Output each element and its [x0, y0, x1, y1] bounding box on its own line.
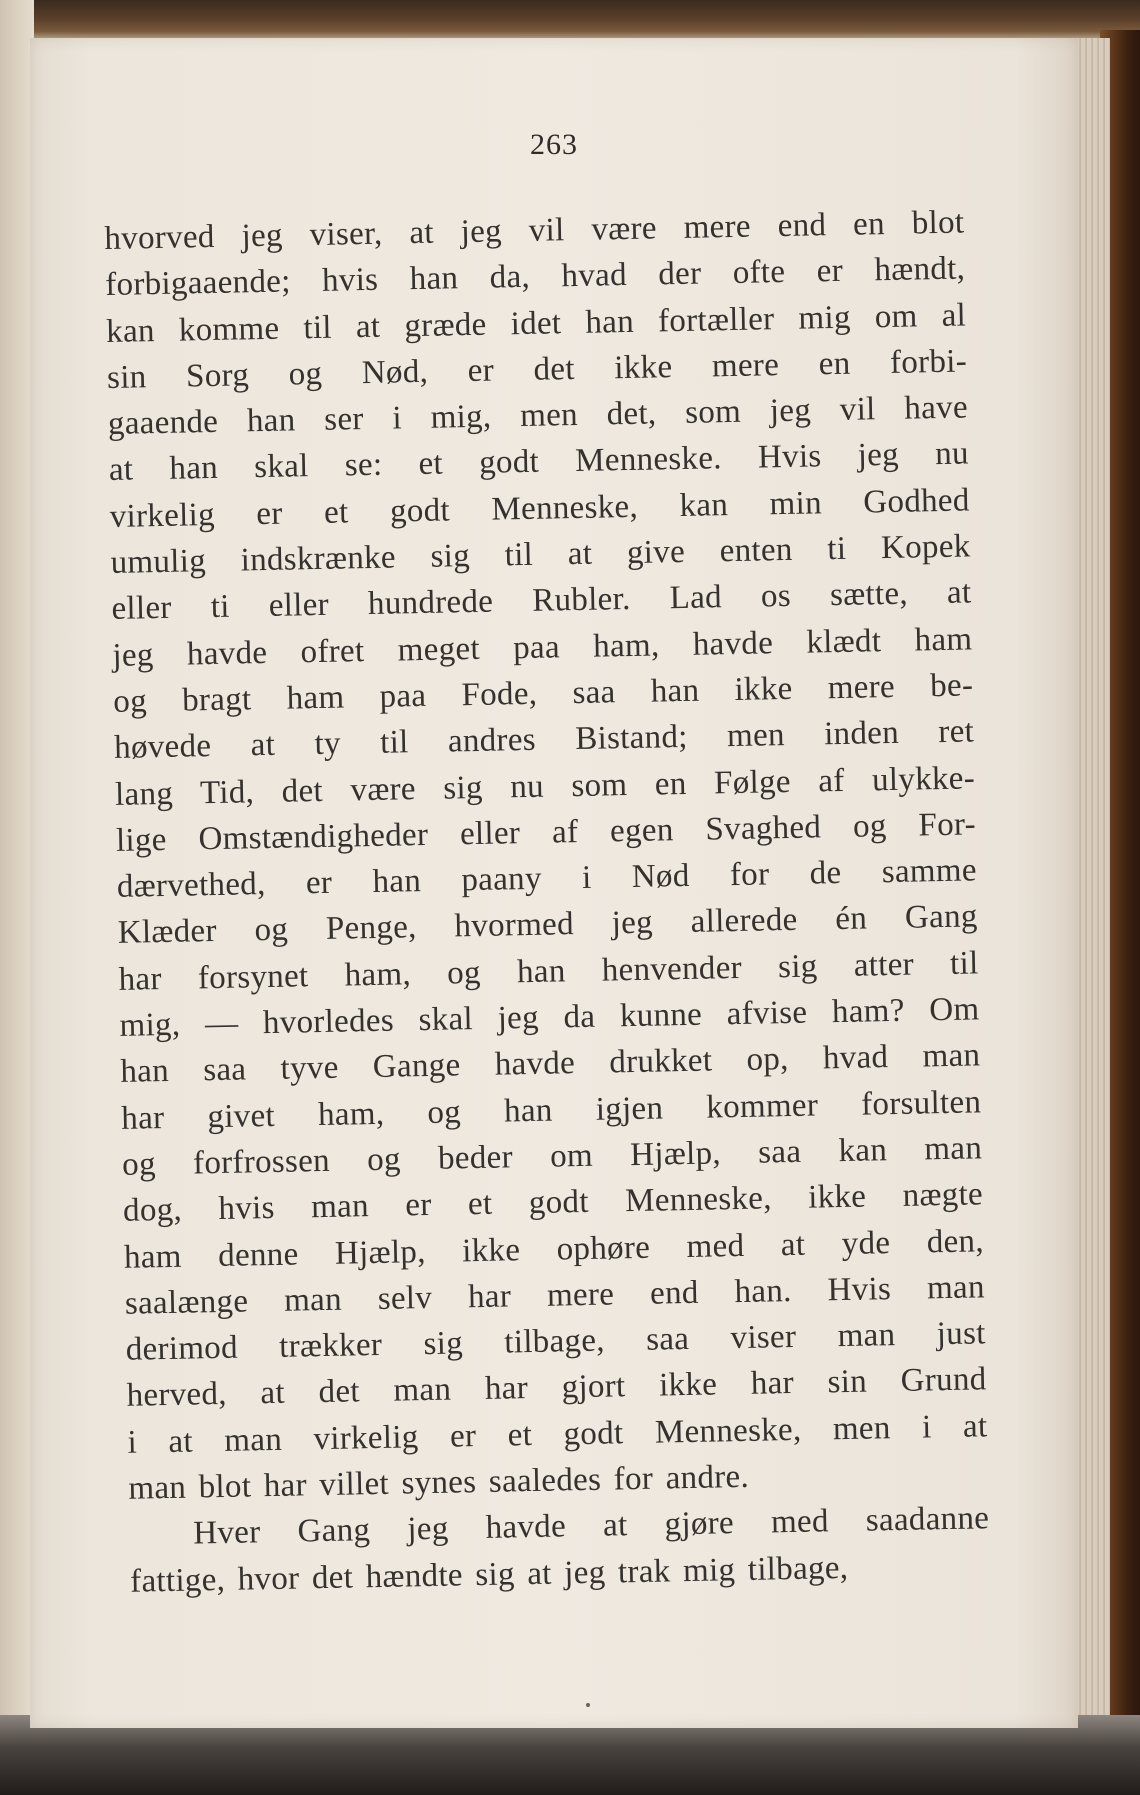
text-line: og bragt ham paa Fode, saa han ikke mere be-: [112, 667, 974, 720]
text-line: man blot har villet synes saaledes for andre.: [128, 1458, 750, 1507]
text-line: virkelig er et godt Menneske, kan min Godhed: [109, 482, 970, 535]
text-line: eller ti eller hundrede Rubler. Lad os sætte, at: [111, 574, 972, 628]
text-line: har givet ham, og han igjen kommer forsulten: [120, 1083, 982, 1137]
paper-speck: [586, 1703, 590, 1707]
text-line: høvede at ty til andres Bistand; men inden ret: [113, 713, 975, 767]
book-gutter: [0, 0, 34, 1795]
text-line: og forfrossen og beder om Hjælp, saa kan man: [121, 1130, 983, 1183]
text-line: ham denne Hjælp, ikke ophøre med at yde den,: [123, 1222, 985, 1276]
text-line: saalænge man selv har mere end han. Hvis man: [124, 1269, 986, 1322]
book-top-edge: [0, 0, 1140, 42]
text-line: dærvethed, er han paany i Nød for de samme: [116, 852, 978, 906]
text-line: kan komme til at græde idet han fortæller mig om al: [105, 297, 967, 350]
text-line: lige Omstændigheder eller af egen Svaghed og For-: [115, 806, 977, 859]
text-line: gaaende han ser i mig, men det, som jeg vil have: [107, 389, 969, 443]
body-text: [104, 199, 991, 1604]
book-page: [30, 38, 1078, 1728]
text-line: har forsynet ham, og han henvender sig atter til: [118, 945, 979, 998]
text-line: lang Tid, det være sig nu som en Følge af ulykke-: [114, 759, 976, 813]
text-line: hvorved jeg viser, at jeg vil være mere end en blot: [104, 204, 965, 257]
text-line: mig, — hvorledes skal jeg da kunne afvise ham? Om: [119, 991, 980, 1044]
text-line: derimod trækker sig tilbage, saa viser man just: [125, 1315, 986, 1368]
text-line: jeg havde ofret meget paa ham, havde klædt ham: [112, 621, 973, 674]
text-line: forbigaaende; hvis han da, hvad der ofte er hændt,: [104, 250, 966, 304]
text-line: fattige, hvor det hændte sig at jeg trak mig tilbage,: [129, 1549, 849, 1600]
text-line: i at man virkelig er et godt Menneske, men i at: [127, 1407, 988, 1461]
text-line: herved, at det man har gjort ikke har sin Grund: [126, 1361, 987, 1415]
page-number: 263: [530, 128, 578, 161]
text-line: Klæder og Penge, hvormed jeg allerede én Gang: [117, 898, 978, 952]
text-line: Hver Gang jeg havde at gjøre med saadanne: [192, 1500, 990, 1552]
text-line: at han skal se: et godt Menneske. Hvis jeg nu: [108, 435, 970, 489]
text-line: umulig indskrænke sig til at give enten ti Kopek: [110, 528, 971, 582]
text-line: sin Sorg og Nød, er det ikke mere en forbi-: [106, 343, 968, 396]
text-line: han saa tyve Gange havde drukket op, hvad man: [120, 1037, 981, 1091]
text-line: dog, hvis man er et godt Menneske, ikke nægte: [122, 1176, 984, 1230]
